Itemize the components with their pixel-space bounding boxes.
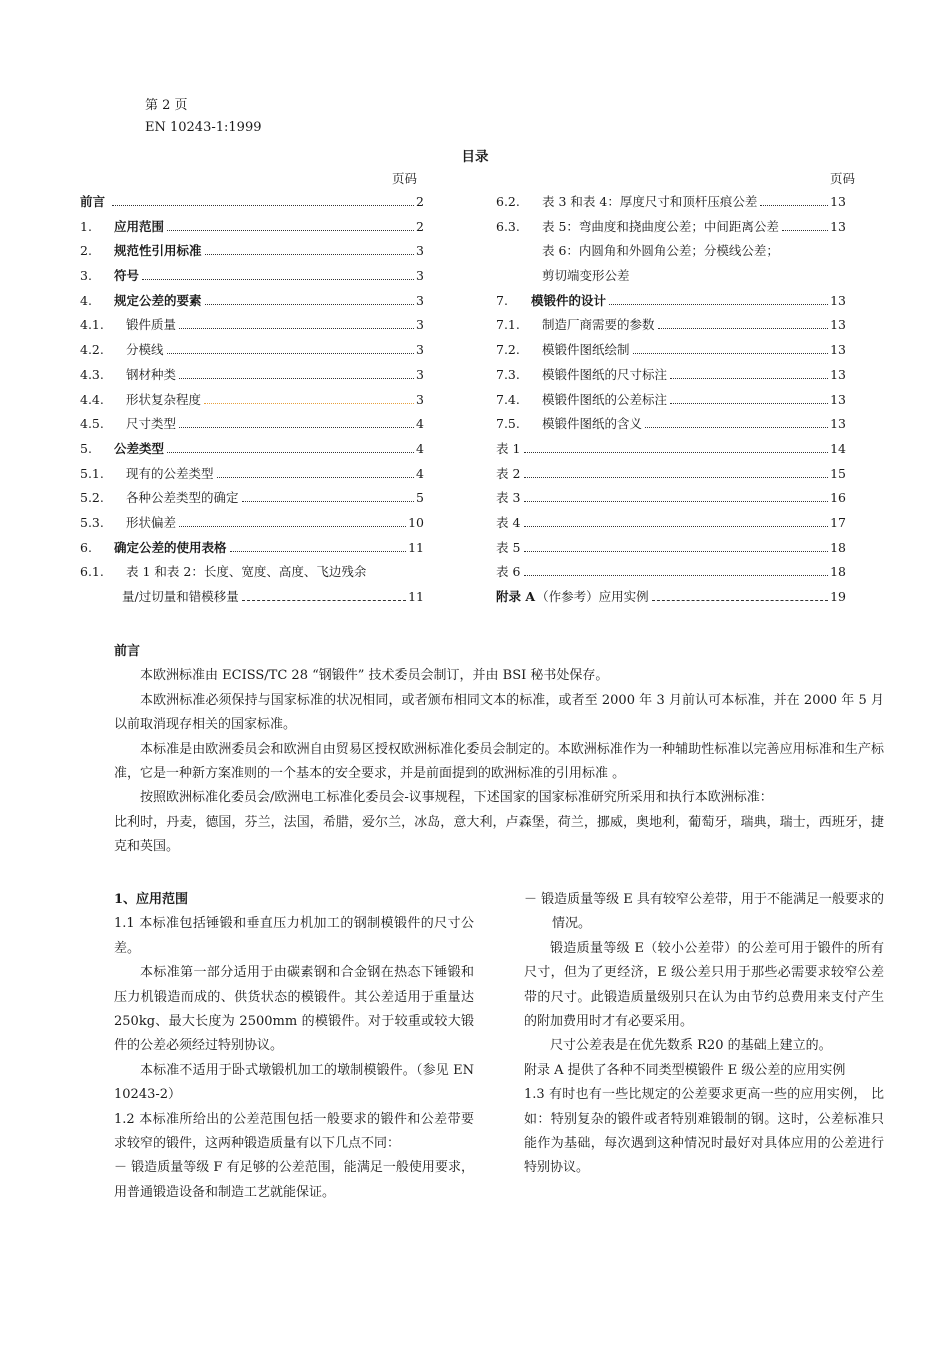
toc-leader-dots	[204, 403, 414, 404]
toc-entry-page: 3	[416, 317, 424, 333]
toc-entry[interactable]	[496, 264, 846, 289]
toc-leader-dots	[760, 205, 828, 206]
toc-entry-title: 表 5：弯曲度和挠曲度公差；中间距离公差	[542, 215, 780, 240]
toc-leader-dots	[609, 304, 828, 305]
toc-leader-dots	[167, 353, 415, 354]
toc-entry-number: 7.1.	[496, 317, 520, 333]
bullet-grade-f: － 锻造质量等级 F 有足够的公差范围，能满足一般使用要求， 用普通锻造设备和制造工艺就能保证。	[114, 1160, 474, 1200]
toc-leader-dots	[179, 427, 414, 428]
toc-entry-page: 4	[416, 465, 424, 481]
toc-entry-number: 6.1.	[80, 564, 104, 580]
toc-entry[interactable]	[496, 585, 846, 610]
toc-annex-label: 附录 A	[496, 585, 536, 610]
scope-paragraph: 附录 A 提供了各种不同类型模锻件 E 级公差的应用实例	[524, 1062, 846, 1078]
toc-entry-page: 3	[416, 342, 424, 358]
toc-leader-dots	[524, 477, 828, 478]
toc-entry-number: 5.2.	[80, 490, 104, 506]
toc-entry-number: 6.3.	[496, 218, 520, 234]
toc-entry[interactable]	[80, 511, 424, 536]
toc-entry-title: 模锻件图纸的尺寸标注	[542, 363, 668, 388]
toc-entry-page: 3	[416, 243, 424, 259]
toc-entry-page: 13	[830, 218, 846, 234]
toc-entry-number: 2.	[80, 243, 92, 259]
toc-entry[interactable]	[496, 486, 846, 511]
toc-leader-dots	[524, 551, 828, 552]
toc-entry-number: 表 3	[496, 490, 521, 506]
toc-entry-title: 表 6：内圆角和外圆角公差；分模线公差；	[542, 243, 779, 259]
toc-entry[interactable]	[80, 190, 424, 215]
toc-entry-title: 各种公差类型的确定	[126, 486, 240, 511]
toc-entry-page: 5	[416, 490, 424, 506]
toc-entry-page: 3	[416, 292, 424, 308]
toc-leader-dots	[670, 403, 828, 404]
scope-left-column	[114, 888, 474, 1205]
toc-entry[interactable]	[80, 388, 424, 413]
toc-entry[interactable]	[496, 190, 846, 215]
bullet-grade-e: － 锻造质量等级 E 具有较窄公差带，用于不能满足一般要求的情况。	[524, 892, 884, 932]
toc-entry[interactable]	[80, 536, 424, 561]
toc-entry-number: 7.2.	[496, 342, 520, 358]
toc-entry-number: 6.	[80, 539, 92, 555]
toc-entry-title: 模锻件图纸的公差标注	[542, 388, 668, 413]
toc-leader-dots	[142, 279, 414, 280]
toc-entry[interactable]	[496, 536, 846, 561]
toc-entry-page: 3	[416, 366, 424, 382]
toc-entry-number: 表 4	[496, 514, 521, 530]
foreword-heading: 前言	[114, 644, 141, 659]
toc-leader-dots	[524, 526, 828, 527]
toc-leader-dots	[167, 230, 414, 231]
toc-entry-title: （作参考）应用实例	[536, 585, 650, 610]
toc-leader-dots	[670, 378, 828, 379]
toc-left-page-col-label: 页码	[392, 171, 418, 186]
toc-entry-title: 量/过切量和错模移量	[122, 585, 240, 610]
toc-entry-number: 表 2	[496, 465, 521, 481]
toc-entry-page: 19	[830, 589, 846, 604]
toc-leader-dots	[167, 452, 414, 453]
toc-entry[interactable]	[80, 239, 424, 264]
toc-entry-number: 4.3.	[80, 366, 104, 382]
toc-entry-number: 4.	[80, 292, 92, 308]
toc-leader-dots	[524, 452, 828, 453]
foreword-paragraph: 按照欧洲标准化委员会/欧洲电工标准化委员会-议事规程，下述国家的国家标准研究所采用和执行本欧洲标准：	[140, 790, 773, 806]
toc-leader-dots	[652, 600, 829, 601]
toc-entry-number: 4.4.	[80, 391, 104, 407]
toc-right-column	[496, 190, 846, 610]
toc-entry[interactable]	[496, 511, 846, 536]
scope-paragraph: 尺寸公差表是在优先数系 R20 的基础上建立的。	[550, 1038, 832, 1054]
toc-entry-title: 锻件质量	[126, 313, 177, 338]
toc-entry-number: 4.1.	[80, 317, 104, 333]
toc-entry[interactable]	[496, 412, 846, 437]
toc-entry[interactable]	[80, 437, 424, 462]
toc-leader-dots	[179, 526, 406, 527]
toc-right-page-col-label: 页码	[830, 171, 856, 186]
toc-entry-number: 7.4.	[496, 391, 520, 407]
page-number: 第 2 页	[145, 98, 188, 113]
foreword-section	[114, 640, 884, 860]
toc-entry-page: 3	[416, 391, 424, 407]
toc-entry-number: 表 5	[496, 539, 521, 555]
toc-leader-dots	[645, 427, 828, 428]
toc-entry-title: 公差类型	[114, 437, 165, 462]
toc-entry-page: 13	[830, 342, 846, 358]
clause-1-3: 1.3 有时也有一些比规定的公差要求更高一些的应用实例， 比如：特别复杂的锻件或者特别难锻制的钢。这时，公差标准只能作为基础，每次遇到这种情况时最好对具体应用的公差进行特别协议。	[524, 1087, 884, 1176]
toc-entry-number: 3.	[80, 268, 92, 284]
toc-leader-dots	[205, 304, 415, 305]
toc-entry-page: 13	[830, 366, 846, 382]
toc-entry[interactable]	[80, 264, 424, 289]
toc-entry-title: 尺寸类型	[126, 412, 177, 437]
toc-entry-page: 11	[408, 589, 424, 604]
toc-entry-title: 制造厂商需要的参数	[542, 313, 656, 338]
scope-paragraph: 锻造质量等级 E（较小公差带）的公差可用于锻件的所有尺寸，但为了更经济，E 级公差只用于那些必需要求较窄公差带的尺寸。此锻造质量级别只在认为由节约总费用来支付产生的附加费用时才有必要采用。	[524, 940, 884, 1030]
toc-entry[interactable]	[496, 462, 846, 487]
toc-leader-dots	[524, 501, 828, 502]
toc-entry[interactable]	[80, 412, 424, 437]
toc-entry-page: 13	[830, 416, 846, 432]
toc-entry-page: 13	[830, 194, 846, 209]
toc-entry-page: 10	[408, 514, 424, 530]
toc-leader-dots	[524, 575, 828, 576]
toc-entry-page: 17	[830, 514, 846, 530]
toc-entry-title: 模锻件图纸绘制	[542, 338, 631, 363]
toc-leader-dots	[179, 328, 414, 329]
toc-entry-page: 13	[830, 292, 846, 308]
toc-entry-title: 模锻件图纸的含义	[542, 412, 643, 437]
toc-left-column	[80, 190, 424, 610]
scope-heading: 1、应用范围	[114, 892, 189, 907]
toc-entry-page: 4	[416, 440, 424, 456]
toc-entry-page: 2	[416, 194, 424, 209]
toc-entry[interactable]	[496, 560, 846, 585]
toc-leader-dots	[633, 353, 829, 354]
toc-leader-dots	[242, 600, 406, 601]
toc-entry[interactable]	[80, 363, 424, 388]
toc-entry-number: 7.	[496, 292, 508, 308]
toc-entry-title: 表 3 和表 4：厚度尺寸和顶杆压痕公差	[542, 190, 758, 215]
toc-leader-dots	[217, 477, 415, 478]
toc-entry-title: 规定公差的要素	[114, 289, 203, 314]
toc-entry-number: 1.	[80, 218, 92, 234]
toc-entry-title: 确定公差的使用表格	[114, 536, 228, 561]
toc-entry-title: 符号	[114, 264, 140, 289]
toc-entry[interactable]	[496, 239, 846, 264]
foreword-paragraph: 本欧洲标准必须保持与国家标准的状况相同，或者颁布相同文本的标准，或者至 2000 年 3 月前认可本标准，并在 2000 年 5 月以前取消现存相关的国家标准。	[114, 692, 884, 733]
toc-leader-dots	[242, 501, 415, 502]
toc-entry-title: 分模线	[126, 338, 165, 363]
scope-paragraph: 本标准第一部分适用于由碳素钢和合金钢在热态下锤锻和压力机锻造而成的、供货状态的模锻件。其公差适用于重量达 250kg、最大长度为 2500mm 的模锻件。对于较重或较大锻件的公差必须经过特别协议。	[114, 965, 474, 1054]
toc-entry-page: 13	[830, 391, 846, 407]
foreword-paragraph: 本标准是由欧洲委员会和欧洲自由贸易区授权欧洲标准化委员会制定的。本欧洲标准作为一种辅助性标准以完善应用标准和生产标准，它是一种新方案准则的一个基本的安全要求，并是前面提到的欧洲标准的引用标准 。	[114, 741, 884, 782]
toc-entry[interactable]	[80, 338, 424, 363]
toc-entry-number: 5.	[80, 440, 92, 456]
toc-leader-dots	[658, 328, 829, 329]
toc-entry-title: 形状偏差	[126, 511, 177, 536]
toc-entry-page: 14	[830, 440, 846, 456]
foreword-paragraph: 本欧洲标准由 ECISS/TC 28 “钢锻件” 技术委员会制订，并由 BSI 秘书处保存。	[140, 668, 609, 684]
toc-leader-dots	[179, 378, 414, 379]
toc-entry-title: 现有的公差类型	[126, 462, 215, 487]
toc-entry-page: 11	[408, 539, 424, 555]
toc-entry-title: 规范性引用标准	[114, 239, 203, 264]
toc-entry-title: 模锻件的设计	[531, 289, 607, 314]
toc-entry[interactable]	[496, 437, 846, 462]
toc-entry[interactable]	[496, 363, 846, 388]
toc-entry-page: 13	[830, 317, 846, 333]
toc-entry-number: 7.5.	[496, 416, 520, 432]
toc-entry-page: 15	[830, 465, 846, 481]
toc-entry-number: 4.5.	[80, 416, 104, 432]
toc-title: 目录	[461, 149, 489, 165]
toc-entry-page: 18	[830, 564, 846, 580]
toc-entry[interactable]	[80, 289, 424, 314]
toc-entry-title: 应用范围	[114, 215, 165, 240]
toc-entry-title: 表 1 和表 2：长度、宽度、高度、飞边残余	[126, 564, 367, 580]
toc-leader-dots	[230, 551, 407, 552]
toc-entry-page: 3	[416, 268, 424, 284]
toc-leader-dots	[112, 205, 414, 206]
toc-entry-page: 18	[830, 539, 846, 555]
toc-entry-number: 5.1.	[80, 465, 104, 481]
standard-number: EN 10243-1:1999	[145, 120, 262, 135]
toc-entry-title: 剪切端变形公差	[542, 268, 630, 284]
toc-entry[interactable]	[496, 289, 846, 314]
toc-entry-number: 7.3.	[496, 366, 520, 382]
toc-entry-number: 5.3.	[80, 514, 104, 530]
toc-entry-title: 形状复杂程度	[126, 388, 202, 413]
toc-entry-page: 16	[830, 490, 846, 506]
toc-entry[interactable]	[496, 338, 846, 363]
toc-entry-title: 钢材种类	[126, 363, 177, 388]
toc-entry-number: 表 1	[496, 440, 521, 456]
toc-entry[interactable]	[80, 462, 424, 487]
toc-entry[interactable]	[496, 388, 846, 413]
toc-entry[interactable]	[80, 313, 424, 338]
scope-paragraph: 本标准不适用于卧式墩锻机加工的墩制模锻件。（参见 EN 10243-2）	[114, 1062, 474, 1103]
toc-entry[interactable]	[80, 486, 424, 511]
toc-entry[interactable]	[496, 313, 846, 338]
clause-1-1: 1.1 本标准包括锤锻和垂直压力机加工的钢制模锻件的尺寸公差。	[114, 916, 474, 956]
toc-entry[interactable]	[80, 585, 424, 610]
toc-entry-number: 4.2.	[80, 342, 104, 358]
toc-entry-page: 2	[416, 218, 424, 234]
toc-entry[interactable]	[80, 215, 424, 240]
toc-entry-page: 4	[416, 416, 424, 432]
toc-entry-number: 前言	[80, 194, 106, 209]
toc-entry-number: 表 6	[496, 564, 521, 580]
clause-1-2: 1.2 本标准所给出的公差范围包括一般要求的锻件和公差带要求较窄的锻件，这两种锻造质量有以下几点不同：	[114, 1111, 474, 1152]
toc-leader-dots	[782, 230, 828, 231]
toc-entry[interactable]	[80, 560, 424, 585]
toc-entry[interactable]	[496, 215, 846, 240]
scope-right-column	[524, 888, 884, 1181]
toc-entry-number: 6.2.	[496, 194, 520, 209]
foreword-country-list: 比利时，丹麦，德国，芬兰，法国，希腊，爱尔兰，冰岛，意大利，卢森堡，荷兰，挪威，奥地利，葡萄牙，瑞典，瑞士，西班牙，捷克和英国。	[114, 814, 884, 855]
toc-leader-dots	[205, 254, 415, 255]
